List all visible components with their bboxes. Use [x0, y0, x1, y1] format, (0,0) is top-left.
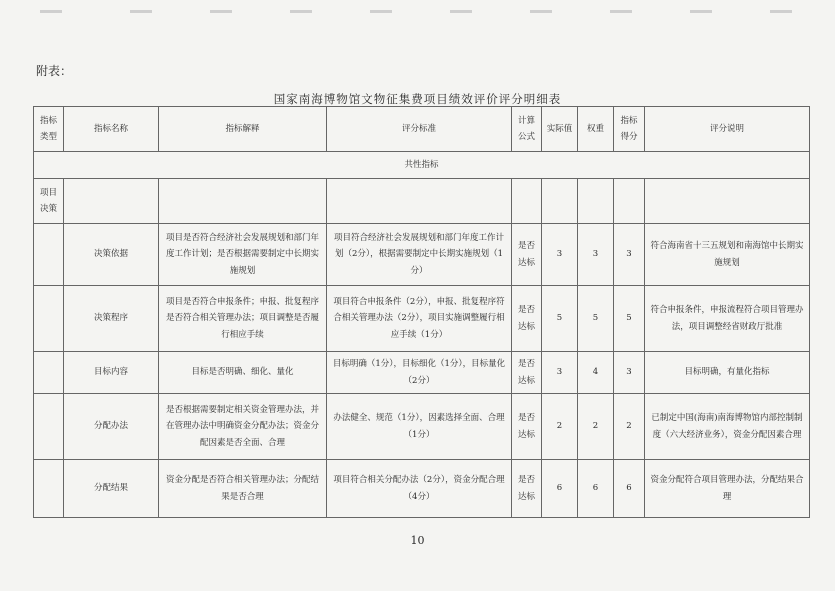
- header-score: 指标得分: [614, 107, 645, 152]
- row-method: 是否达标: [512, 460, 542, 518]
- row-note: 目标明确，有量化指标: [645, 352, 810, 394]
- row-method: 是否达标: [512, 286, 542, 352]
- row-weight: 4: [578, 352, 614, 394]
- row-note: 资金分配符合项目管理办法，分配结果合理: [645, 460, 810, 518]
- row-name: 决策依据: [64, 224, 159, 286]
- row-score: 3: [614, 224, 645, 286]
- row-note: 符合申报条件，申报流程符合项目管理办法，项目调整经省财政厅批准: [645, 286, 810, 352]
- row-method: 是否达标: [512, 394, 542, 460]
- row-score: 2: [614, 394, 645, 460]
- row-score: 5: [614, 286, 645, 352]
- row-note: 已制定中国(海南)南海博物馆内部控制制度（六大经济业务），资金分配因素合理: [645, 394, 810, 460]
- header-name: 指标名称: [64, 107, 159, 152]
- row-explain: 项目是否符合申报条件；申报、批复程序是否符合相关管理办法；项目调整是否履行相应手续: [159, 286, 327, 352]
- header-weight: 权重: [578, 107, 614, 152]
- row-score: 3: [614, 352, 645, 394]
- header-type: 指标类型: [34, 107, 64, 152]
- row-actual: 2: [542, 394, 578, 460]
- row-weight: 3: [578, 224, 614, 286]
- row-weight: 5: [578, 286, 614, 352]
- section-title: 共性指标: [34, 152, 810, 179]
- header-standard: 评分标准: [327, 107, 512, 152]
- table-row: [34, 394, 810, 460]
- row-actual: 5: [542, 286, 578, 352]
- table-title: 国家南海博物馆文物征集费项目绩效评价评分明细表: [273, 92, 562, 106]
- row-standard: 办法健全、规范（1分），因素选择全面、合理（1分）: [327, 394, 512, 460]
- row-standard: 项目符合经济社会发展规划和部门年度工作计划（2分），根据需要制定中长期实施规划（1分）: [327, 224, 512, 286]
- table-row: [34, 460, 810, 518]
- row-actual: 3: [542, 224, 578, 286]
- header-row: [34, 107, 810, 152]
- appendix-label: 附表：: [36, 64, 73, 78]
- row-actual: 6: [542, 460, 578, 518]
- row-weight: 6: [578, 460, 614, 518]
- row-explain: 目标是否明确、细化、量化: [159, 352, 327, 394]
- table-row: [34, 286, 810, 352]
- table-row: [34, 352, 810, 394]
- row-method: 是否达标: [512, 224, 542, 286]
- row-weight: 2: [578, 394, 614, 460]
- header-note: 评分说明: [645, 107, 810, 152]
- row-name: 决策程序: [64, 286, 159, 352]
- section-row: [34, 152, 810, 179]
- row-method: 是否达标: [512, 352, 542, 394]
- category-row: [34, 179, 810, 224]
- row-name: 目标内容: [64, 352, 159, 394]
- table-row: [34, 224, 810, 286]
- row-standard: 项目符合相关分配办法（2分），资金分配合理（4分）: [327, 460, 512, 518]
- row-explain: 是否根据需要制定相关资金管理办法，并在管理办法中明确资金分配办法；资金分配因素是否全面、合理: [159, 394, 327, 460]
- row-name: 分配办法: [64, 394, 159, 460]
- header-explain: 指标解释: [159, 107, 327, 152]
- row-note: 符合海南省十三五规划和南海馆中长期实施规划: [645, 224, 810, 286]
- row-name: 分配结果: [64, 460, 159, 518]
- row-actual: 3: [542, 352, 578, 394]
- row-standard: 项目符合申报条件（2分），申报、批复程序符合相关管理办法（2分），项目实施调整履行相应手续（1分）: [327, 286, 512, 352]
- row-standard: 目标明确（1分），目标细化（1分），目标量化（2分）: [327, 352, 512, 394]
- scan-edge-marks: [0, 10, 835, 16]
- row-explain: 资金分配是否符合相关管理办法；分配结果是否合理: [159, 460, 327, 518]
- row-score: 6: [614, 460, 645, 518]
- page-number: 10: [410, 534, 425, 547]
- header-method: 计算公式: [512, 107, 542, 152]
- category-label: 项目决策: [34, 179, 64, 224]
- evaluation-table: [33, 106, 810, 518]
- header-actual: 实际值: [542, 107, 578, 152]
- row-explain: 项目是否符合经济社会发展规划和部门年度工作计划；是否根据需要制定中长期实施规划: [159, 224, 327, 286]
